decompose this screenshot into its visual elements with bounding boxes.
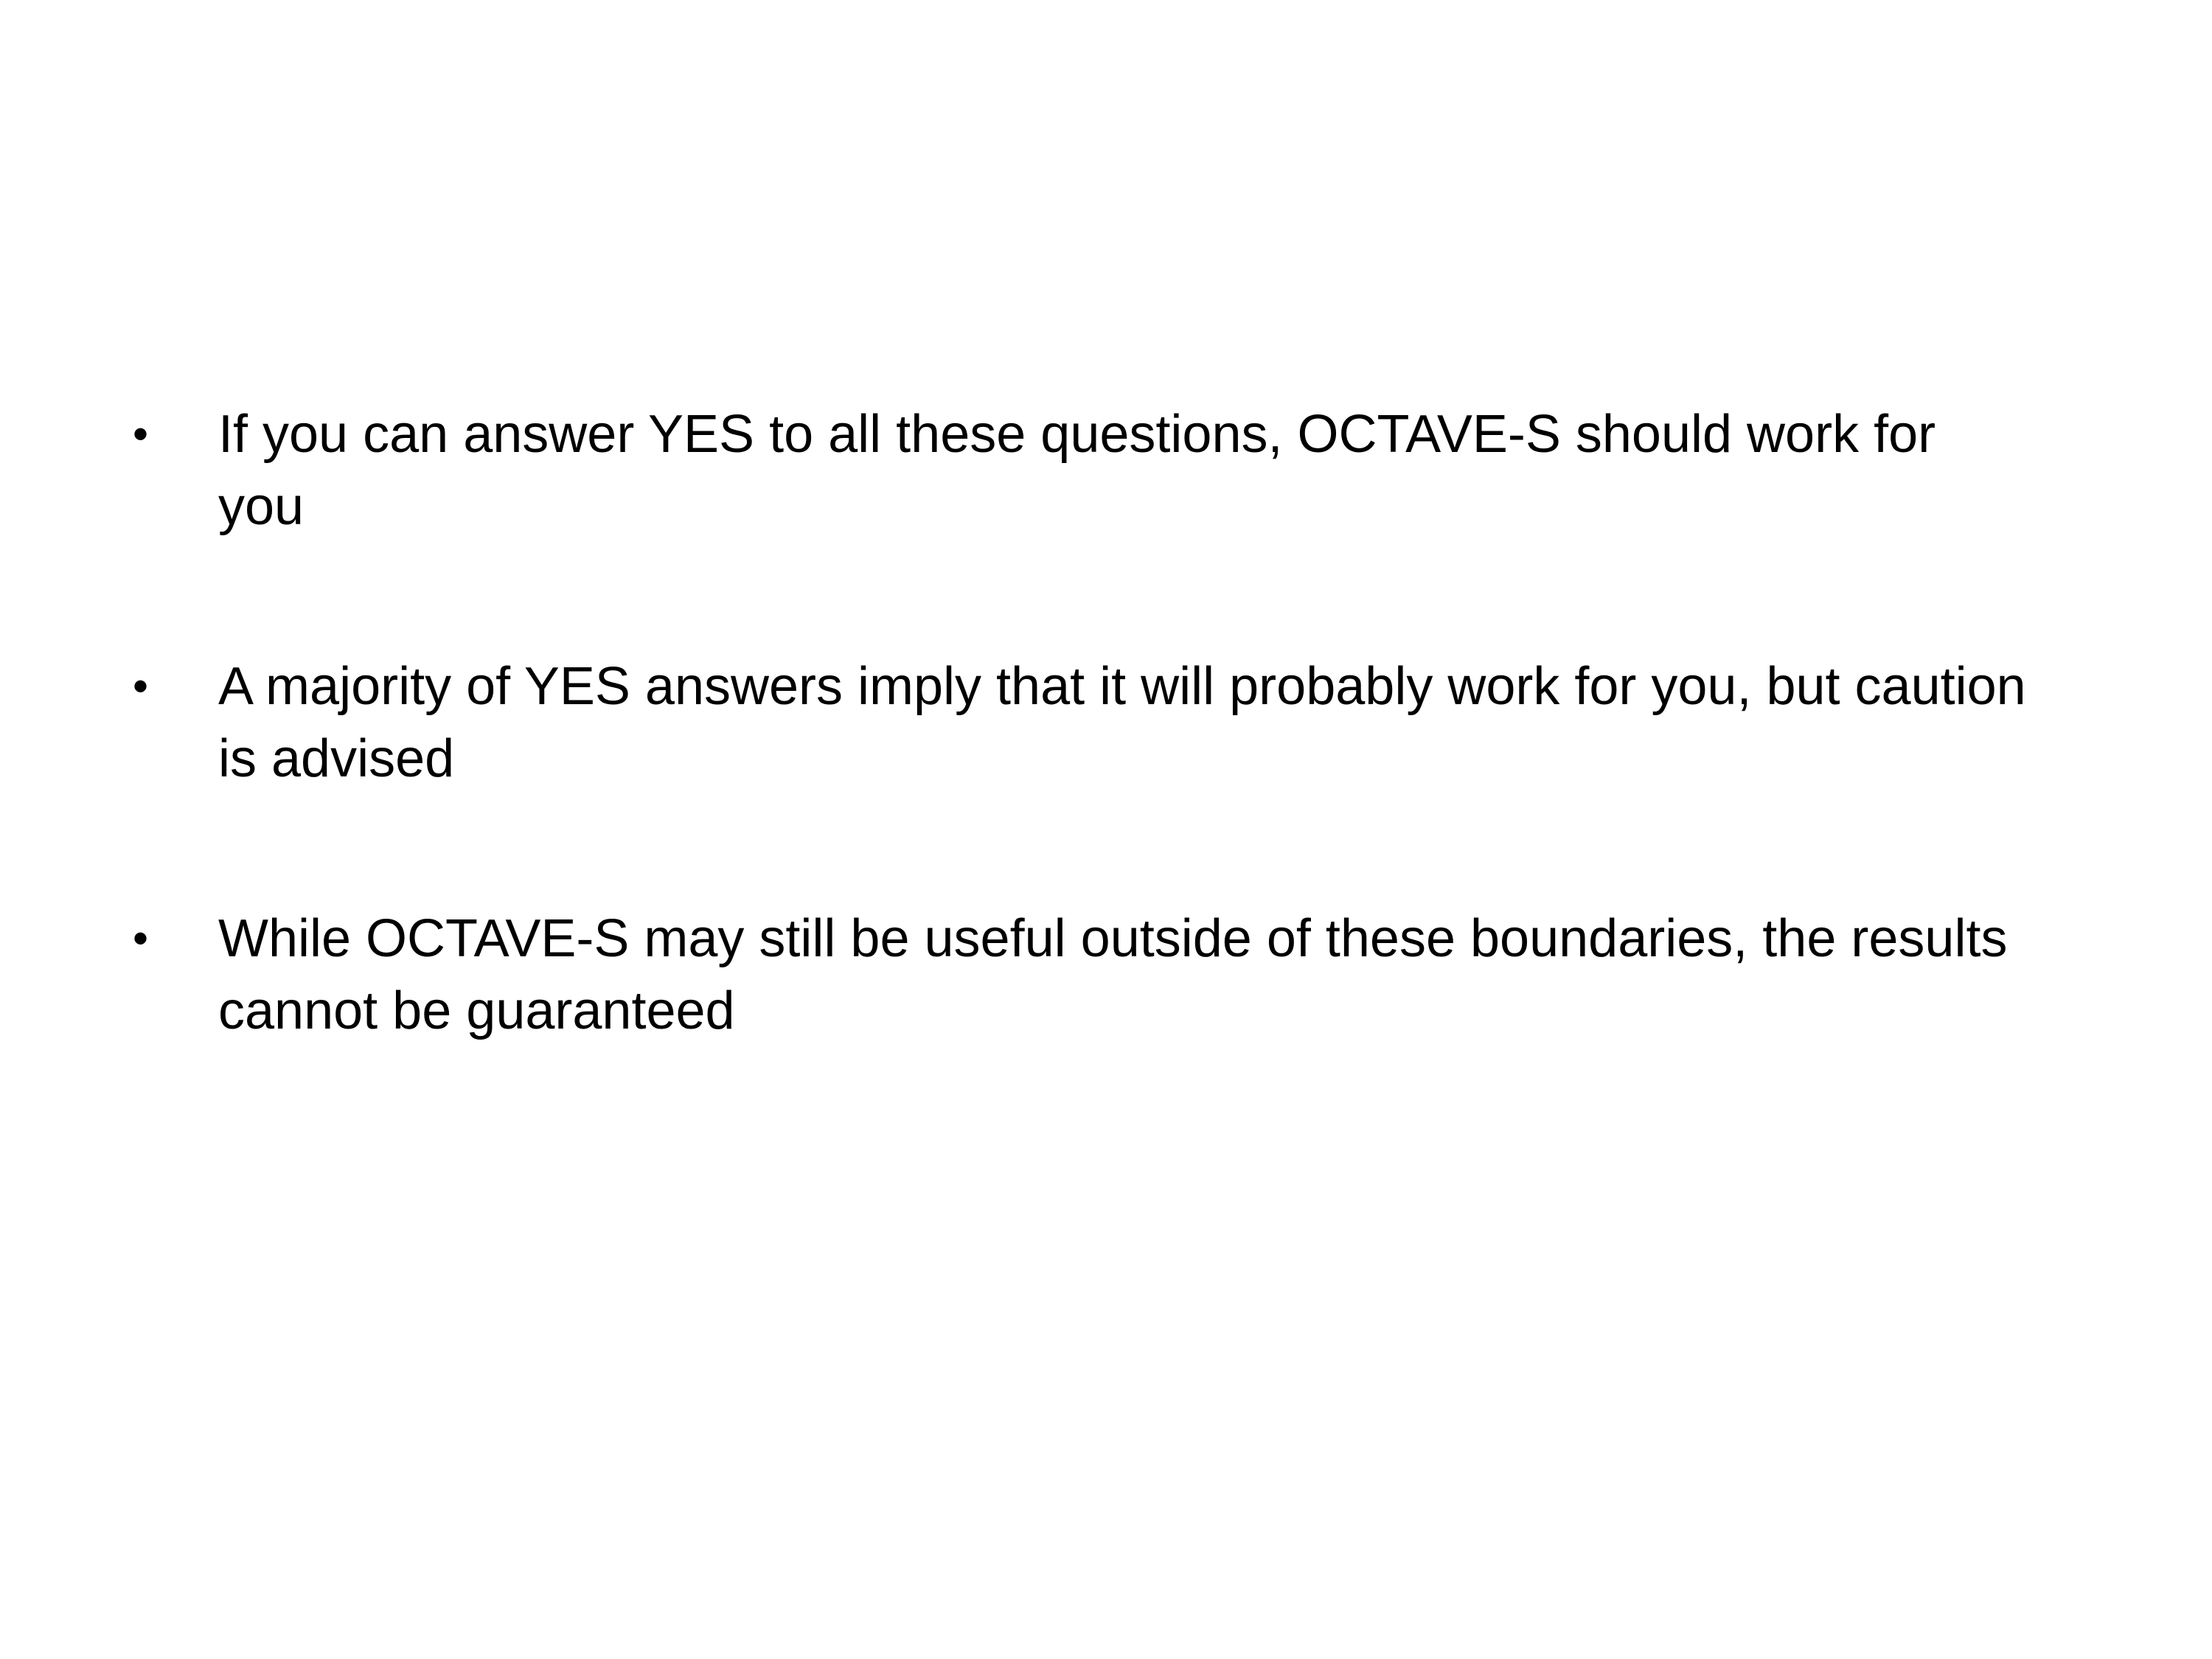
bullet-text: If you can answer YES to all these questions, OCTAVE-S should work for you (218, 405, 1936, 536)
bullet-item (124, 902, 2026, 1047)
bullet-item (124, 398, 2026, 543)
bullet-item (124, 650, 2026, 795)
bullet-text: While OCTAVE-S may still be useful outside of these boundaries, the results cannot be guaranteed (218, 909, 2008, 1040)
bullet-marker: • (133, 914, 149, 963)
bullet-marker: • (133, 409, 149, 459)
bullet-text: A majority of YES answers imply that it will probably work for you, but caution is advised (218, 657, 2026, 788)
bullet-marker: • (133, 661, 149, 711)
bullet-list (124, 398, 2026, 1047)
